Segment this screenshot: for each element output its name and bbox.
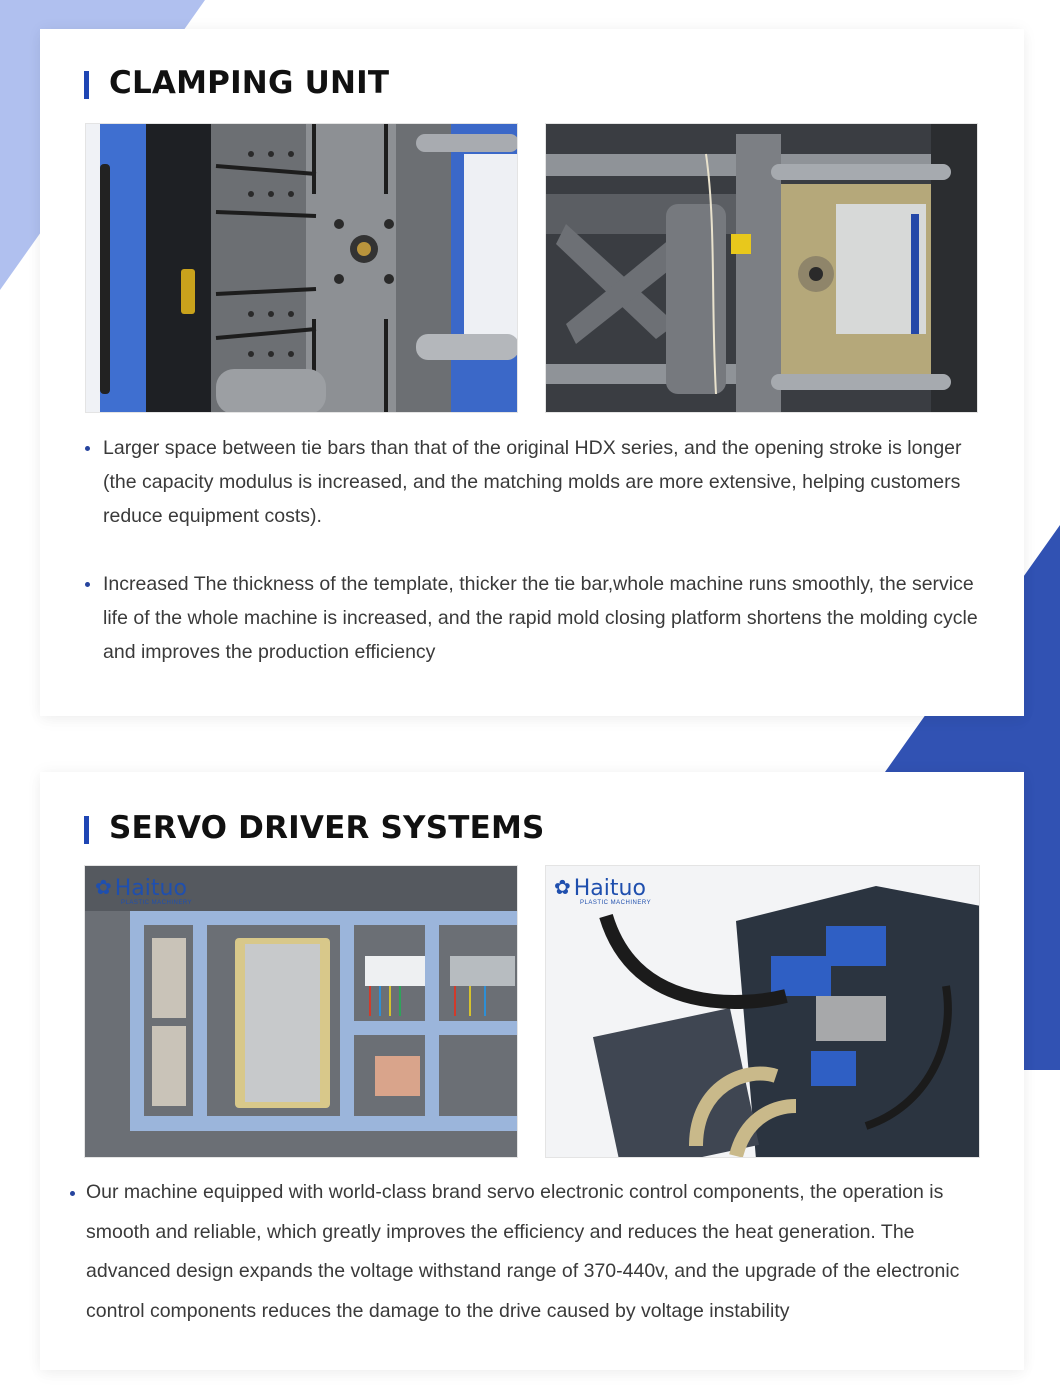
section-title: CLAMPING UNIT [109, 65, 390, 101]
haituo-logo-icon: ✿ [95, 877, 112, 899]
valves-illustration [546, 866, 980, 1158]
clamping-unit-features [85, 431, 985, 703]
feature-item: Our machine equipped with world-class brand servo electronic control components, the operation is smooth and reliable, which greatly improves the efficiency and reduces the heat generation. The advanced design expands the voltage withstand range of 370-440v, and the upgrade of the electronic control components reduces the damage to the drive caused by voltage instability [70, 1173, 990, 1331]
heading-accent-bar [84, 71, 89, 99]
feature-item: Increased The thickness of the template, thicker the tie bar,whole machine runs smoothly, the service life of the whole machine is increased, and the rapid mold closing platform shortens the molding cycle and improves the production efficiency [85, 567, 985, 669]
clamping-platen-photo [85, 123, 518, 413]
section-heading [84, 810, 545, 846]
haituo-logo: ✿ Haituo PLASTIC MACHINERY [95, 876, 193, 906]
section-heading [84, 65, 389, 101]
haituo-logo: ✿ Haituo PLASTIC MACHINERY [554, 876, 652, 906]
cabinet-illustration [85, 866, 518, 1158]
haituo-logo-icon: ✿ [554, 877, 571, 899]
toggle-mechanism-photo [545, 123, 978, 413]
control-cabinet-photo [84, 865, 518, 1158]
servo-driver-features [70, 1173, 990, 1365]
section-title: SERVO DRIVER SYSTEMS [109, 810, 545, 846]
platen-illustration [86, 124, 518, 413]
feature-item: Larger space between tie bars than that of the original HDX series, and the opening stroke is longer (the capacity modulus is increased, and the matching molds are more extensive, helping customers reduce equipment costs). [85, 431, 985, 533]
toggle-illustration [546, 124, 978, 413]
servo-driver-section [40, 772, 1024, 1370]
heading-accent-bar [84, 816, 89, 844]
hydraulic-valves-photo [545, 865, 980, 1158]
clamping-unit-section [40, 29, 1024, 716]
